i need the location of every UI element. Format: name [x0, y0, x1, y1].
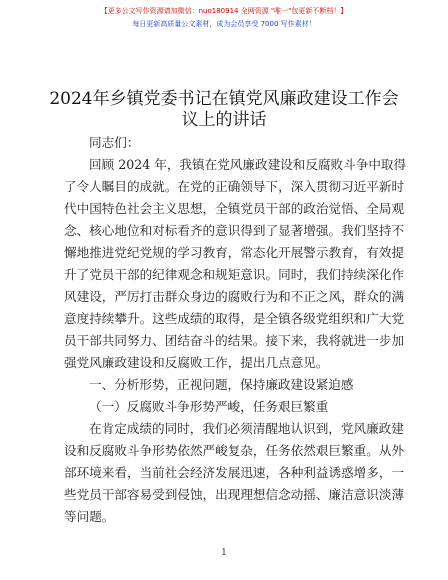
- section-heading: [64, 374, 384, 396]
- paragraph-1-line: 了令人瞩目的成就。在党的正确领导下，深入贯彻习近平新时: [64, 179, 405, 194]
- sub-heading-text: （一）反腐败斗争形势严峻，任务艰巨繁重: [89, 399, 329, 414]
- section-heading-text: 一、分析形势，正视问题，保持廉政建设紧迫感: [89, 377, 354, 392]
- promo-banner-line-1: 【更多公文写作资源请加微信：nuo180914 全网资源 "唯一"包更新不断档！】: [100, 7, 348, 15]
- paragraph-2-line: 等问题。: [64, 509, 115, 524]
- paragraph-2-line: 部环境来看，当前社会经济发展迅速，各种利益诱惑增多，一: [64, 465, 405, 480]
- paragraph-2-line: 设和反腐败斗争形势依然严峻复杂，任务依然艰巨繁重。从外: [64, 443, 405, 458]
- paragraph-1-line: 强党风廉政建设和反腐败工作，提出几点意见。: [64, 355, 329, 370]
- paragraph-1-line: 懈地推进党纪党规的学习教育，常态化开展警示教育，有效提: [64, 245, 405, 260]
- paragraph-1-line: 回顾 2024 年，我镇在党风廉政建设和反腐败斗争中取得: [89, 157, 407, 172]
- paragraph-1-line: 风建设，严厉打击群众身边的腐败行为和不正之风，群众的满: [64, 289, 405, 304]
- paragraph-1-line: 升了党员干部的纪律观念和规矩意识。同时，我们持续深化作: [64, 267, 405, 282]
- salutation: [64, 132, 384, 154]
- paragraph-1-line: 员干部共同努力、团结奋斗的结果。接下来，我将就进一步加: [64, 333, 405, 348]
- document-title-line-2: 议上的讲话: [181, 110, 267, 130]
- document-title-line-1: 2024年乡镇党委书记在镇党风廉政建设工作会: [49, 89, 399, 109]
- page-number: 1: [221, 548, 227, 558]
- paragraph-1-line: 念、核心地位和对标看齐的意识得到了显著增强。我们坚持不: [64, 223, 405, 238]
- sub-heading: [64, 396, 384, 418]
- paragraph-2: [64, 418, 405, 528]
- paragraph-1-line: 代中国特色社会主义思想，全镇党员干部的政治觉悟、全局观: [64, 201, 405, 216]
- paragraph-2-line: 些党员干部容易受到侵蚀，出现理想信念动摇、廉洁意识淡薄: [64, 487, 405, 502]
- salutation-text: 同志们：: [89, 135, 140, 150]
- paragraph-1-line: 意度持续攀升。这些成绩的取得，是全镇各级党组织和广大党: [64, 311, 405, 326]
- paragraph-2-line: 在肯定成绩的同时，我们必须清醒地认识到，党风廉政建: [89, 421, 404, 436]
- paragraph-1: [64, 154, 407, 374]
- promo-banner-line-2: 每日更新高质量公文素材，成为会员享受 7000 写作素材！: [132, 20, 316, 28]
